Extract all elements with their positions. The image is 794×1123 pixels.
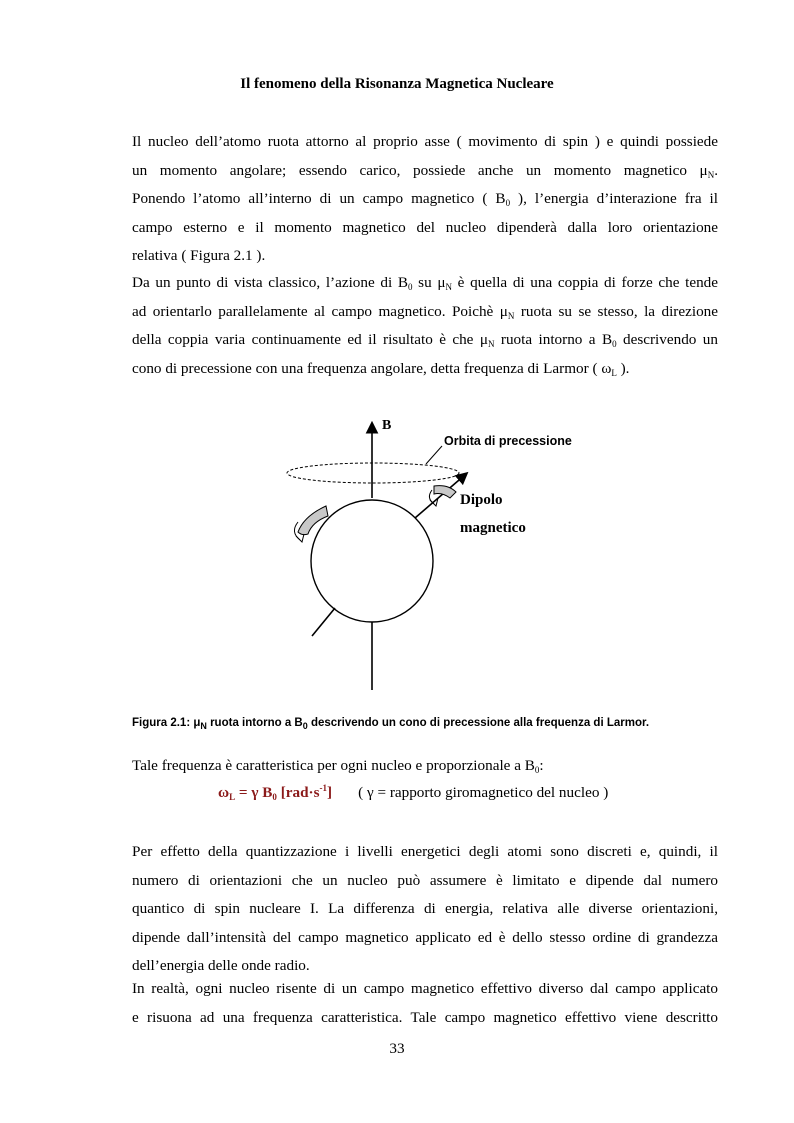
text-line: un momento angolare; essendo carico, possiede anche un momento magnetico $\mu_N$. — [132, 161, 718, 180]
text-line: campo esterno e il momento magnetico del nucleo dipenderà dalla loro orientazione — [132, 218, 718, 236]
text-line: dell’energia delle onde radio. — [132, 957, 310, 975]
text-line: cono di precessione con una frequenza angolare, detta frequenza di Larmor ( $\omega_L$ ). — [132, 359, 630, 378]
text-line: quantico di spin nucleare I. La differenza di energia, relativa alle diverse orientazioni, — [132, 900, 718, 918]
precession-diagram — [280, 412, 580, 692]
larmor-equation — [218, 784, 608, 802]
paragraph-precession — [132, 269, 718, 383]
spin-rotation-arrow-right — [429, 486, 456, 506]
text-line: relativa ( Figura 2.1 ). — [132, 247, 266, 265]
paragraph-effective-field — [132, 975, 718, 1032]
orbit-pointer-line — [426, 446, 442, 464]
text-line: e risuona ad una frequenza caratteristica. Tale campo magnetico effettivo viene descritto — [132, 1008, 718, 1026]
precession-figure — [280, 412, 580, 692]
text-line: Da un punto di vista classico, l’azione di $B_0$ su $\mu_N$ è quella di una coppia di forze che tende — [132, 274, 719, 292]
page-number: 33 — [389, 1040, 405, 1057]
text-line: In realtà, ogni nucleo risente di un campo magnetico effettivo diverso dal campo applicato — [132, 980, 718, 997]
larmor-formula: $\omega_L = \gamma$ $B_0$ $[rad\cdot s^{-1}]$ — [218, 783, 333, 802]
text-line: Ponendo l’atomo all’interno di un campo magnetico ( $B_0$ ), l’energia d’interazione fra il — [132, 190, 718, 209]
text-line: della coppia varia continuamente ed il risultato è che $\mu_N$ ruota intorno a $B_0$ descrivendo un — [132, 331, 718, 350]
precession-orbit — [287, 463, 459, 483]
paragraph-quantization — [132, 838, 718, 981]
dipole-axis-bottom — [312, 608, 335, 636]
label-dipole: Dipolo magnetico — [460, 492, 526, 536]
text-line: dipende dall’intensità del campo magnetico applicato ed è dello stesso ordine di grandezza — [132, 928, 718, 946]
text-line: Tale frequenza è caratteristica per ogni nucleo e proporzionale a $B_0$: — [132, 757, 544, 775]
dipole-arrow — [415, 474, 466, 518]
formula-note: ( γ = rapporto giromagnetico del nucleo ) — [358, 784, 609, 801]
text-line: ad orientarlo parallelamente al campo magnetico. Poichè $\mu_N$ ruota su se stesso, la direzione — [132, 302, 718, 321]
label-b-field: B — [382, 418, 392, 433]
text-line: Per effetto della quantizzazione i livelli energetici degli atomi sono discreti e, quindi, il — [132, 843, 718, 860]
text-line: numero di orientazioni che un nucleo può assumere è limitato e dipende dal numero — [132, 871, 718, 889]
text-line: Il nucleo dell’atomo ruota attorno al proprio asse ( movimento di spin ) e quindi possiede — [132, 133, 718, 150]
figure-caption: Figura 2.1: $\mu_N$ ruota intorno a $B_0$ descrivendo un cono di precessione alla frequenza di Larmor. — [132, 717, 650, 731]
label-orbit: Orbita di precessione — [444, 434, 572, 448]
paragraph-spin — [132, 128, 718, 271]
section-title: Il fenomeno della Risonanza Magnetica Nucleare — [240, 76, 554, 92]
nucleus-sphere — [311, 500, 433, 622]
